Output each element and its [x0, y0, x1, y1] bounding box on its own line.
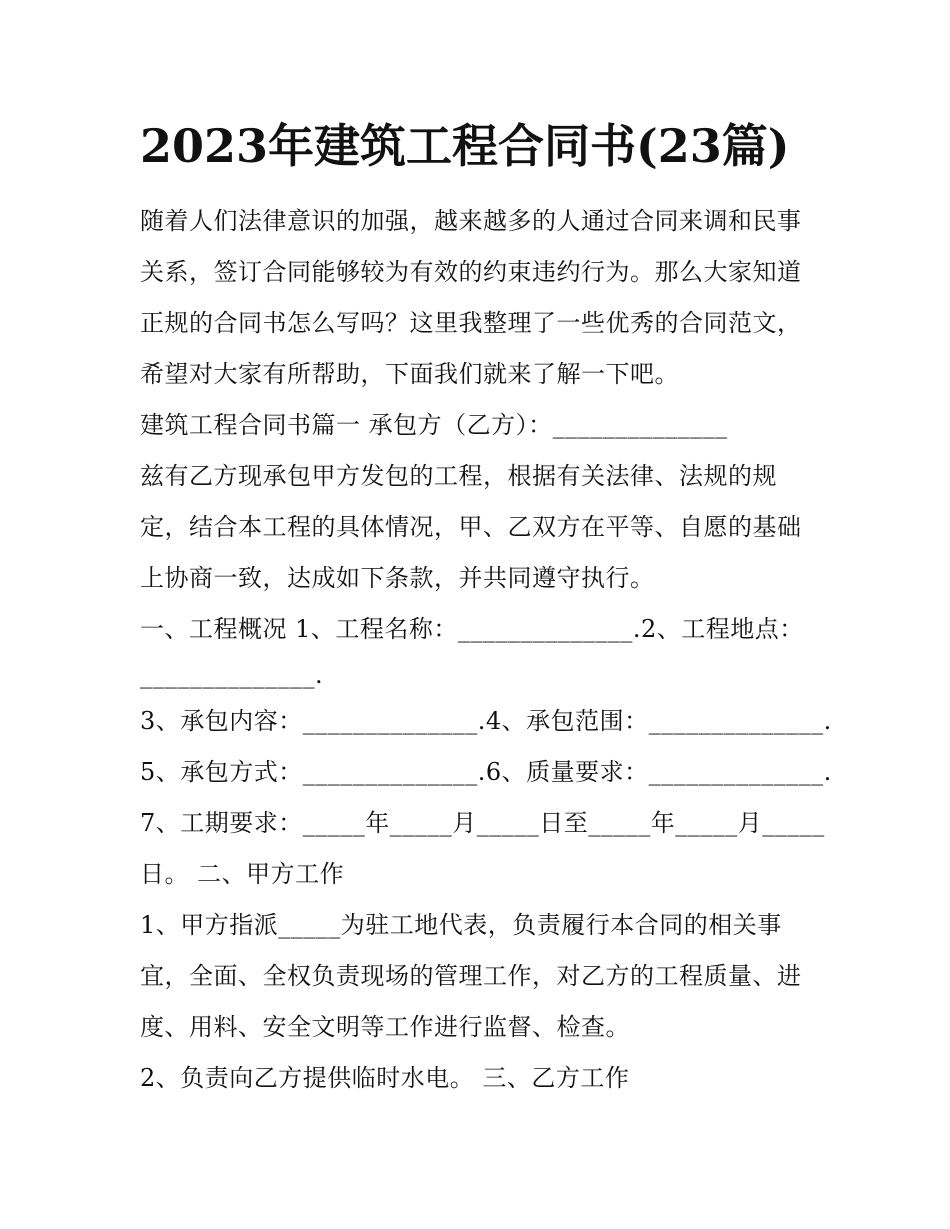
paragraph-line: 上协商一致，达成如下条款，并共同遵守执行。: [140, 564, 655, 592]
clause-line: 7、工期要求：_____年_____月_____日至_____年_____月_____: [140, 809, 825, 837]
paragraph-line: 兹有乙方现承包甲方发包的工程，根据有关法律、法规的规: [140, 462, 777, 490]
paragraph-line: 希望对大家有所帮助，下面我们就来了解一下吧。: [140, 360, 679, 388]
paragraph-line: 关系，签订合同能够较为有效的约束违约行为。那么大家知道: [140, 258, 802, 286]
document-title: 2023年建筑工程合同书(23篇): [140, 119, 790, 173]
clause-line: 日。 二、甲方工作: [140, 860, 345, 888]
clause-line: 一、工程概况 1、工程名称：______________.2、工程地点：: [140, 615, 804, 643]
clause-line: 1、甲方指派_____为驻工地代表，负责履行本合同的相关事: [140, 911, 782, 939]
paragraph-line: 随着人们法律意识的加强，越来越多的人通过合同来调和民事: [140, 207, 802, 235]
section-heading-line: 建筑工程合同书篇一 承包方（乙方）：______________: [140, 411, 728, 439]
clause-line: 3、承包内容：______________.4、承包范围：______________.: [140, 707, 832, 735]
paragraph-line: 正规的合同书怎么写吗？这里我整理了一些优秀的合同范文，: [140, 309, 802, 337]
paragraph-line: 定，结合本工程的具体情况，甲、乙双方在平等、自愿的基础: [140, 513, 802, 541]
clause-line: 5、承包方式：______________.6、质量要求：______________.: [140, 758, 832, 786]
clause-line: ______________.: [140, 661, 324, 689]
clause-line: 2、负责向乙方提供临时水电。 三、乙方工作: [140, 1064, 630, 1092]
clause-line: 度、用料、安全文明等工作进行监督、检查。: [140, 1013, 630, 1041]
clause-line: 宜，全面、全权负责现场的管理工作，对乙方的工程质量、进: [140, 962, 802, 990]
